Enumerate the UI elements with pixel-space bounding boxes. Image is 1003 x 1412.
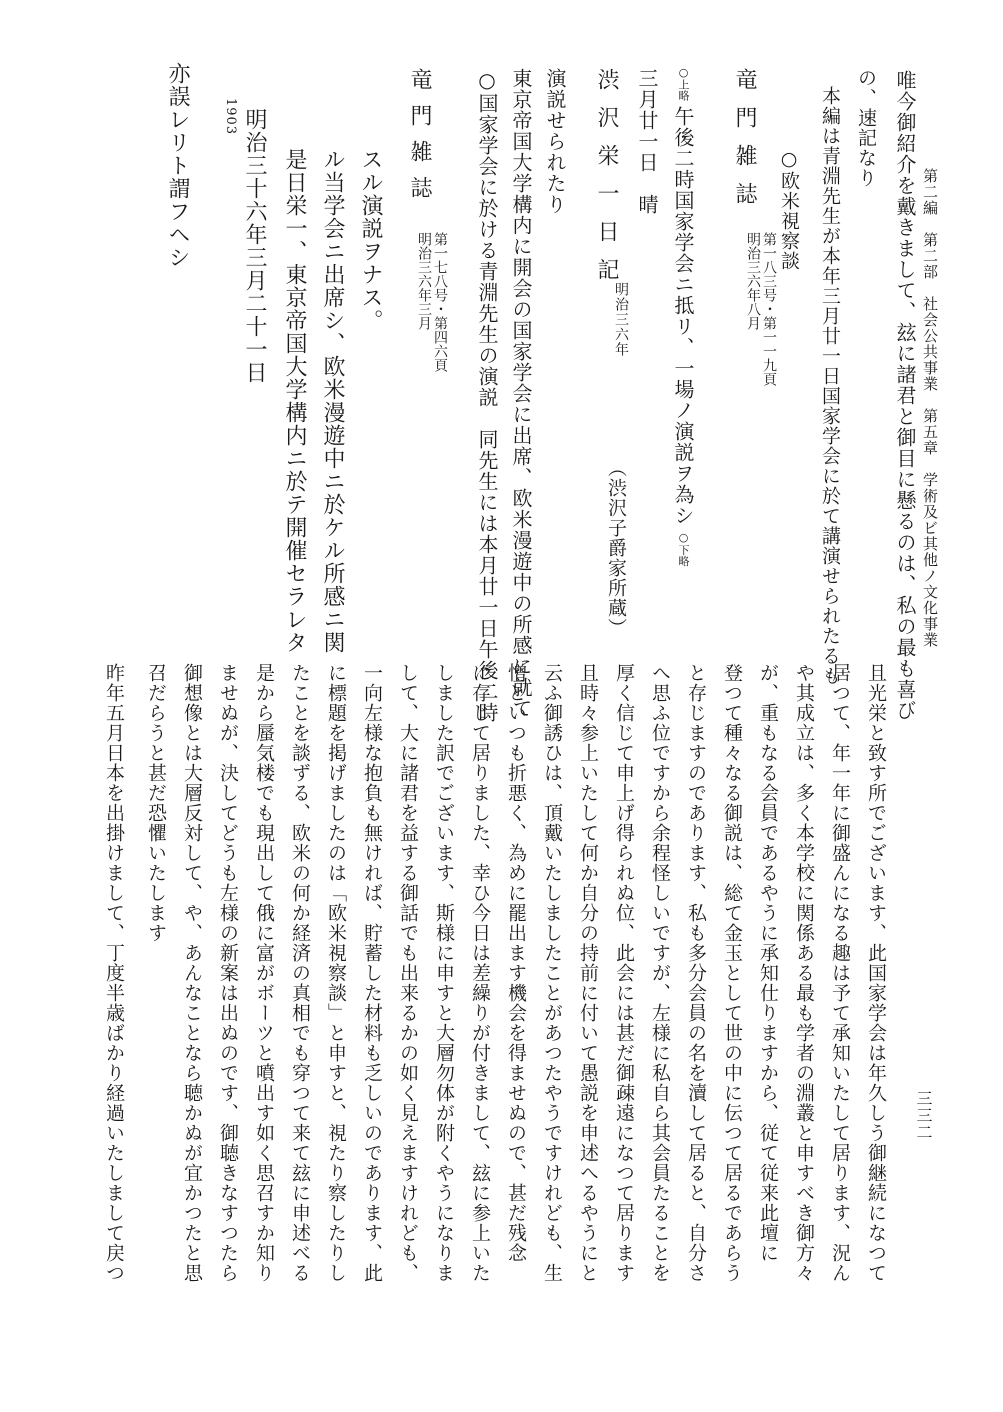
source1-body-line-2: 東京帝国大学構内に開会の国家学会に出席、欧米漫遊中の所感に就て	[509, 68, 533, 719]
running-header: 第二編 第二部 社会公共事業 第五章 学術及ビ其他ノ文化事業	[921, 168, 939, 648]
body-col-4: が、重もなる会員であるやうに承知仕りますから、従て従来此壇に	[757, 663, 779, 1263]
body-col-11: 憎といつも折悪く、為めに罷出ます機会を得ませぬので、甚だ残念	[505, 663, 527, 1263]
source2-holder: （渋沢子爵家所蔵）	[605, 458, 627, 638]
body-col-21: 召だらうと甚だ恐懼いたします	[145, 663, 167, 943]
summary-line-2: ル当学会ニ出席シ、欧米漫遊中ニ於ケル所感ニ関	[320, 148, 345, 654]
issue-line-1: 第一八三号・第一一九頁	[761, 232, 777, 386]
source2-body-text: 午後二時国家学会ニ抵リ、一場ノ演説ヲ為シ	[671, 106, 695, 527]
source1-body-line-1: ○国家学会に於ける青淵先生の演説 同先生には本月廿一日午後二時	[475, 68, 499, 723]
source2-date: 三月廿一日 晴	[635, 68, 659, 215]
source-title-3: 竜門雑誌	[732, 68, 757, 220]
body-col-13: しました訳でございます、斯様に申すと大層勿体が附くやうになりま	[433, 663, 455, 1283]
source3-body-line-1: 本編は青淵先生が本年三月廿一日国家学会に於て講演せられたるも	[819, 86, 841, 686]
source-issue-3	[745, 232, 777, 386]
body-col-17: たことを談ずる、欧米の何か経済の真相でも穿つて来て玆に申述べる	[289, 663, 311, 1283]
body-col-14: して、大に諸君を益する御話でも出来るかの如く見えますけれども、	[397, 663, 419, 1283]
summary-line-1: 是日栄一、東京帝国大学構内ニ於テ開催セラレタ	[282, 148, 307, 654]
body-col-12: に存じて居りました、幸ひ今日は差繰りが付きまして、玆に参上いた	[469, 663, 491, 1283]
body-col-6: と存じますのであります、私も多分会員の名を瀆して居ると、自分さ	[685, 663, 707, 1283]
issue-line-1: 第一七八号・第四六頁	[432, 232, 448, 372]
body-col-16: に標題を掲げましたのは「欧米視察談」と申すと、視たり察したりし	[325, 663, 347, 1283]
body-col-20: 御想像とは大層反対して、や、あんなことなら聴かぬが宜かつたと思	[181, 663, 203, 1283]
issue-line-2: 明治三六年三月	[416, 232, 432, 330]
body-col-10: 云ふ御誘ひは、頂戴いたしましたことがあつたやうですけれども、生	[541, 663, 563, 1283]
body-col-8: 厚く信じて申上げ得られぬ位、此会には甚だ御疎遠になつて居ります	[613, 663, 635, 1283]
body-col-5: 登つて種々なる御説は、総て金玉として世の中に伝つて居るであらう	[721, 663, 743, 1283]
body-col-19: ませぬが、決してどうも左様の新案は出ぬのです、御聴きなすつたら	[217, 663, 239, 1283]
source3-body-line-2: の、速記なり	[855, 68, 877, 188]
year-western: 1903	[223, 98, 238, 136]
date-heading: 明治三十六年三月二十一日	[242, 108, 267, 384]
body-col-18: 是から蜃気楼でも現出して俄に富がボーツと噴出す如く思召すか知り	[253, 663, 275, 1283]
body-col-7: へ思ふ位ですから余程怪しいですが、左様に私自ら其会員たることを	[649, 663, 671, 1283]
prev-fragment: 亦誤レリト謂フヘシ	[165, 62, 190, 269]
source-title-1: 竜門雑誌	[407, 68, 432, 212]
source3-body-line-3: 唯今御紹介を戴きまして、玆に諸君と御目に懸るのは、私の最も喜び	[893, 70, 917, 721]
source2-year-note: 明治三六年	[613, 282, 629, 357]
body-col-15: 一向左様な抱負も無ければ、貯蓄した材料も乏しいのであります、此	[361, 663, 383, 1283]
body-col-9: 且時々参上いたして何か自分の持前に付いて愚説を申述へるやうにと	[577, 663, 599, 1283]
source2-body	[673, 66, 693, 566]
source1-body-line-3: 演説せられたり	[543, 68, 567, 215]
body-col-3: や其成立は、多く本学校に関係ある最も学者の淵叢と申すべき御方々	[793, 663, 815, 1283]
note-after: ○下略	[677, 531, 690, 567]
note-before: ○上略	[677, 66, 690, 101]
source3-subheading: ○欧米視察談	[778, 148, 800, 271]
source-issue-1	[416, 232, 448, 372]
summary-line-3: スル演説ヲナス。	[358, 148, 383, 332]
body-col-2: 居つて、年一年に御盛んになる趣は予て承知いたして居ります、況ん	[829, 663, 851, 1283]
issue-line-2: 明治三六年八月	[745, 232, 761, 330]
body-col-1: 且光栄と致す所でございます、此国家学会は年久しう御継続になつて	[865, 663, 887, 1283]
source-title-2: 渋沢栄一日記	[594, 68, 619, 296]
body-col-22: 昨年五月日本を出掛けまして、丁度半歳ばかり経過いたしまして戻つ	[103, 663, 125, 1283]
page-number: 三三二	[914, 1090, 933, 1141]
